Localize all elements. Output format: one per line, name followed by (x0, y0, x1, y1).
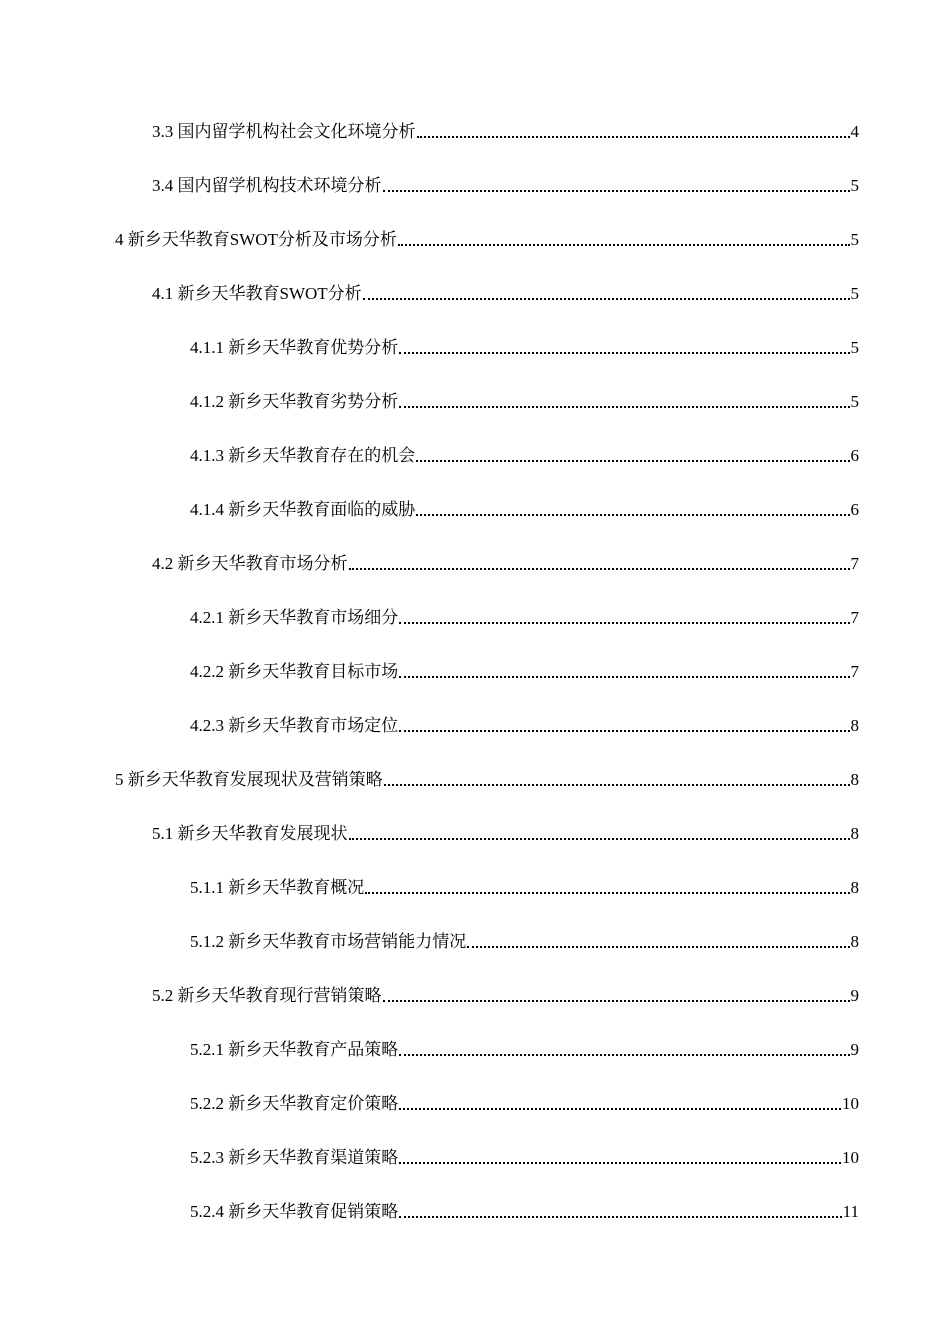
toc-dot-leader (399, 676, 849, 678)
toc-entry-4-1-4[interactable] (190, 492, 859, 520)
toc-entry-text: 新乡天华教育目标市场 (228, 662, 399, 681)
toc-entry-text: 新乡天华教育渠道策略 (228, 1148, 399, 1167)
toc-page-number: 5 (850, 284, 859, 303)
toc-entry-title (152, 176, 382, 196)
toc-entry-number: 4.1.4 (190, 500, 224, 519)
toc-entry-title (115, 770, 383, 790)
toc-entry-5-1[interactable] (152, 816, 859, 844)
toc-entry-title (152, 122, 416, 142)
toc-page-number: 7 (850, 662, 859, 681)
toc-entry-title (152, 554, 348, 574)
toc-entry-4-2-1[interactable] (190, 600, 859, 628)
toc-entry-number: 4 (115, 230, 124, 249)
toc-entry-text: 国内留学机构社会文化环境分析 (177, 122, 416, 141)
toc-dot-leader (349, 838, 850, 840)
toc-entry-number: 4.1.3 (190, 446, 224, 465)
toc-entry-text: 新乡天华教育市场定位 (228, 716, 399, 735)
toc-entry-5[interactable] (115, 762, 859, 790)
toc-dot-leader (399, 1054, 849, 1056)
toc-entry-text: 新乡天华教育现行营销策略 (177, 986, 382, 1005)
toc-entry-number: 5.2 (152, 986, 174, 1005)
toc-entry-4-1-3[interactable] (190, 438, 859, 466)
toc-dot-leader (416, 514, 849, 516)
toc-entry-number: 4.2.3 (190, 716, 224, 735)
toc-entry-text: 新乡天华教育概况 (228, 878, 365, 897)
toc-entry-title (152, 986, 382, 1006)
toc-entry-5-2-1[interactable] (190, 1032, 859, 1060)
toc-entry-3-3[interactable] (152, 114, 859, 142)
toc-dot-leader (383, 1000, 850, 1002)
toc-entry-5-2-4[interactable] (190, 1194, 859, 1222)
toc-entry-number: 5.2.3 (190, 1148, 224, 1167)
toc-entry-number: 4.2 (152, 554, 174, 573)
toc-entry-number: 4.1 (152, 284, 174, 303)
toc-dot-leader (417, 136, 850, 138)
toc-page-number: 8 (850, 878, 859, 897)
toc-entry-text: 新乡天华教育定价策略 (228, 1094, 399, 1113)
toc-entry-4-1-1[interactable] (190, 330, 859, 358)
toc-entry-number: 3.4 (152, 176, 174, 195)
toc-entry-4-1-2[interactable] (190, 384, 859, 412)
toc-page-number: 5 (850, 392, 859, 411)
toc-entry-text: 新乡天华教育发展现状 (177, 824, 348, 843)
toc-entry-number: 5.2.2 (190, 1094, 224, 1113)
toc-entry-title (190, 500, 415, 520)
toc-entry-title (190, 446, 415, 466)
toc-entry-5-2[interactable] (152, 978, 859, 1006)
toc-entry-title (152, 284, 362, 304)
toc-page-number: 10 (842, 1148, 859, 1167)
toc-entry-text: 新乡天华教育市场营销能力情况 (228, 932, 467, 951)
toc-entry-title (190, 608, 398, 628)
toc-page-number: 8 (850, 932, 859, 951)
toc-entry-title (190, 1148, 398, 1168)
toc-entry-4-2-2[interactable] (190, 654, 859, 682)
toc-dot-leader (399, 406, 849, 408)
toc-dot-leader (399, 352, 849, 354)
toc-entry-text: 新乡天华教育发展现状及营销策略 (127, 770, 383, 789)
toc-entry-number: 5.1 (152, 824, 174, 843)
toc-page-number: 7 (850, 608, 859, 627)
toc-entry-text: 新乡天华教育市场分析 (177, 554, 348, 573)
toc-entry-number: 5.2.1 (190, 1040, 224, 1059)
toc-page-number: 5 (850, 338, 859, 357)
toc-entry-5-2-2[interactable] (190, 1086, 859, 1114)
toc-entry-text: 新乡天华教育促销策略 (228, 1202, 399, 1221)
toc-page-number: 5 (850, 230, 859, 249)
toc-page-number: 8 (850, 824, 859, 843)
toc-entry-text: 新乡天华教育市场细分 (228, 608, 399, 627)
toc-dot-leader (383, 190, 850, 192)
toc-entry-text: 新乡天华教育存在的机会 (228, 446, 416, 465)
toc-page-number: 6 (850, 446, 859, 465)
toc-entry-text: 国内留学机构技术环境分析 (177, 176, 382, 195)
toc-entry-5-1-2[interactable] (190, 924, 859, 952)
toc-dot-leader (416, 460, 849, 462)
toc-dot-leader (365, 892, 849, 894)
toc-entry-title (190, 1202, 398, 1222)
toc-entry-title (115, 230, 397, 250)
toc-dot-leader (399, 622, 849, 624)
toc-dot-leader (467, 946, 849, 948)
toc-entry-5-2-3[interactable] (190, 1140, 859, 1168)
toc-page-number: 10 (842, 1094, 859, 1113)
toc-dot-leader (349, 568, 850, 570)
toc-entry-title (190, 716, 398, 736)
toc-entry-4-1[interactable] (152, 276, 859, 304)
toc-entry-text: 新乡天华教育产品策略 (228, 1040, 399, 1059)
toc-page-number: 8 (850, 716, 859, 735)
toc-entry-number: 5 (115, 770, 124, 789)
toc-entry-number: 4.1.2 (190, 392, 224, 411)
toc-entry-title (152, 824, 348, 844)
toc-dot-leader (399, 1162, 841, 1164)
toc-dot-leader (399, 1216, 841, 1218)
toc-entry-title (190, 932, 466, 952)
toc-entry-title (190, 338, 398, 358)
toc-page-number: 9 (850, 986, 859, 1005)
toc-entry-title (190, 392, 398, 412)
toc-page-number: 8 (850, 770, 859, 789)
toc-dot-leader (363, 298, 850, 300)
toc-page-number: 9 (850, 1040, 859, 1059)
toc-entry-text: 新乡天华教育优势分析 (228, 338, 399, 357)
toc-entry-text: 新乡天华教育SWOT分析 (177, 284, 362, 303)
toc-dot-leader (384, 784, 850, 786)
toc-dot-leader (399, 730, 849, 732)
toc-entry-number: 4.2.2 (190, 662, 224, 681)
toc-entry-4-2[interactable] (152, 546, 859, 574)
toc-entry-5-1-1[interactable] (190, 870, 859, 898)
toc-page-number: 6 (850, 500, 859, 519)
toc-page-number: 11 (842, 1202, 859, 1221)
toc-entry-number: 3.3 (152, 122, 174, 141)
toc-entry-title (190, 878, 364, 898)
toc-entry-number: 5.1.1 (190, 878, 224, 897)
toc-dot-leader (398, 244, 850, 246)
toc-entry-text: 新乡天华教育劣势分析 (228, 392, 399, 411)
toc-entry-title (190, 1040, 398, 1060)
toc-entry-number: 5.1.2 (190, 932, 224, 951)
toc-entry-text: 新乡天华教育SWOT分析及市场分析 (127, 230, 397, 249)
toc-entry-4[interactable] (115, 222, 859, 250)
toc-entry-title (190, 1094, 398, 1114)
toc-page-number: 5 (850, 176, 859, 195)
toc-page-number: 4 (850, 122, 859, 141)
toc-entry-title (190, 662, 398, 682)
toc-entry-number: 4.1.1 (190, 338, 224, 357)
toc-page-number: 7 (850, 554, 859, 573)
toc-dot-leader (399, 1108, 841, 1110)
toc-entry-3-4[interactable] (152, 168, 859, 196)
toc-entry-number: 4.2.1 (190, 608, 224, 627)
toc-entry-text: 新乡天华教育面临的威胁 (228, 500, 416, 519)
toc-entry-number: 5.2.4 (190, 1202, 224, 1221)
toc-entry-4-2-3[interactable] (190, 708, 859, 736)
